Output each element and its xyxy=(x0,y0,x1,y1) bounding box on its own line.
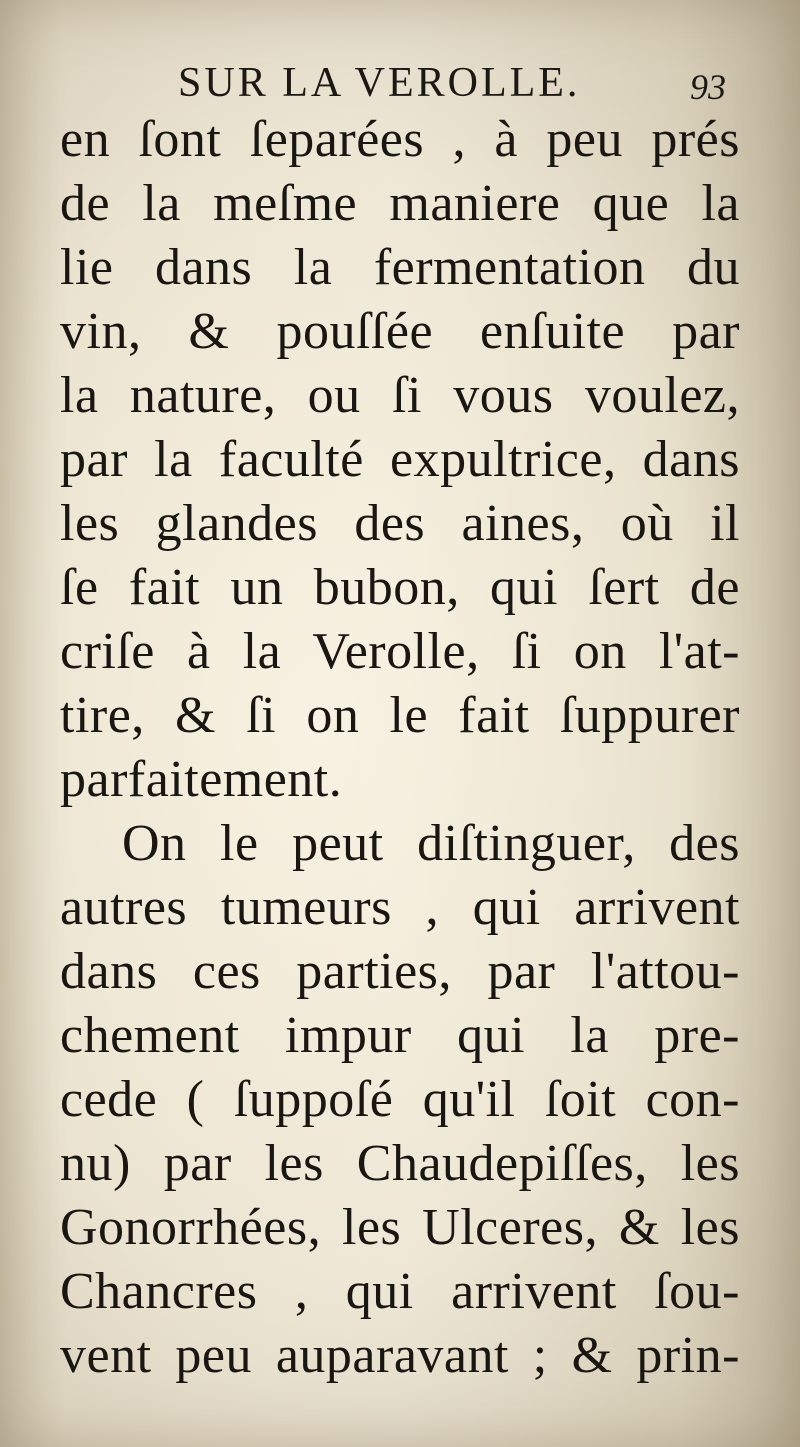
text-line: nu) par les Chaudepiſſes, les xyxy=(60,1135,740,1192)
text-line: la nature, ou ſi vous voulez, xyxy=(60,367,740,424)
running-head: SUR LA VEROLLE. xyxy=(178,60,581,106)
page-number: 93 xyxy=(690,67,726,107)
text-line: les glandes des aines, où il xyxy=(60,495,740,552)
text-line: chement impur qui la pre- xyxy=(60,1007,740,1064)
text-line: ſe fait un bubon, qui ſert de xyxy=(60,559,740,616)
text-line: criſe à la Verolle, ſi on l'at- xyxy=(60,623,740,680)
text-line: par la faculté expultrice, dans xyxy=(60,431,740,488)
text-line: Chancres , qui arrivent ſou- xyxy=(60,1263,740,1320)
text-line: tire, & ſi on le fait ſuppurer xyxy=(60,687,740,744)
text-line: lie dans la fermentation du xyxy=(60,239,740,296)
page-header xyxy=(0,58,800,108)
text-line: cede ( ſuppoſé qu'il ſoit con- xyxy=(60,1071,740,1128)
text-line: vent peu auparavant ; & prin- xyxy=(60,1327,740,1384)
text-line: dans ces parties, par l'attou- xyxy=(60,943,740,1000)
body-text xyxy=(60,108,740,1388)
text-line: Gonorrhées, les Ulceres, & les xyxy=(60,1199,740,1256)
text-line: vin, & pouſſée enſuite par xyxy=(60,303,740,360)
text-line: de la meſme maniere que la xyxy=(60,175,740,232)
paragraph-end-line: parfaitement. xyxy=(60,751,343,808)
text-line: autres tumeurs , qui arrivent xyxy=(60,879,740,936)
text-line: en ſont ſeparées , à peu prés xyxy=(60,111,740,168)
paragraph-start-line: On le peut diſtinguer, des xyxy=(122,815,740,872)
